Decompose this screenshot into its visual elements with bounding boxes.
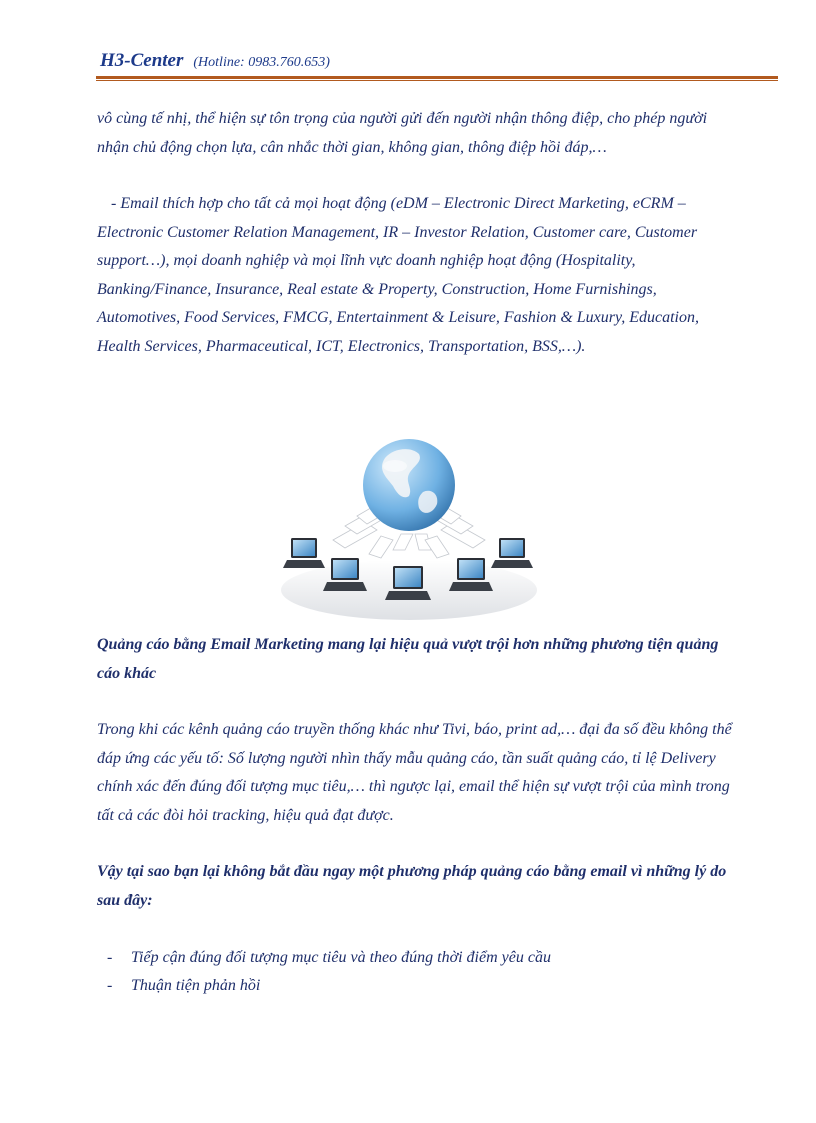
- email-globe-illustration: [273, 430, 545, 626]
- list-item-text: Tiếp cận đúng đối tượng mục tiêu và theo đúng thời điểm yêu cầu: [131, 949, 551, 966]
- paragraph-intro: vô cùng tế nhị, thể hiện sự tôn trọng của người gửi đến người nhận thông điệp, cho phép người nhận chủ động chọn lựa, cân nhắc thời gian, không gian, thông điệp hồi đáp,…: [97, 110, 708, 156]
- brand-name: H3-Center: [100, 50, 184, 71]
- list-item: [107, 972, 260, 1000]
- paragraph-traditional-channels: Trong khi các kênh quảng cáo truyền thống khác như Tivi, báo, print ad,… đại đa số đều không thể đáp ứng các yếu tố: Số lượng người nhìn thấy mẫu quảng cáo, tần suất quảng cáo, tỉ lệ Delivery chính xác đến đúng đối tượng mục tiêu,… thì ngược lại, email thể hiện sự vượt trội của mình trong tất cả các đòi hỏi tracking, hiệu quả đạt được.: [97, 721, 732, 824]
- header-rule-thin: [96, 80, 778, 81]
- heading-why-email: Vậy tại sao bạn lại không bắt đầu ngay một phương pháp quảng cáo bằng email vì những lý do sau đây:: [97, 863, 727, 909]
- hotline-text: (Hotline: 0983.760.653): [193, 55, 330, 70]
- list-dash: -: [107, 977, 113, 994]
- list-item: [107, 944, 551, 972]
- paragraph-email-uses: - Email thích hợp cho tất cả mọi hoạt động (eDM – Electronic Direct Marketing, eCRM – Electronic Customer Relation Management, IR – Investor Relation, Customer care, Customer support…), mọi doanh nghiệp và mọi lĩnh vực doanh nghiệp hoạt động (Hospitality, Banking/Finance, Insurance, Real estate & Property, Construction, Home Furnishings, Automotives, Food Services, FMCG, Entertainment & Leisure, Fashion & Luxury, Education, Health Services, Pharmaceutical, ICT, Electronics, Transportation, BSS,…).: [97, 195, 699, 355]
- list-item-text: Thuận tiện phản hồi: [131, 977, 261, 994]
- list-dash: -: [107, 949, 113, 966]
- header-rule: [96, 76, 778, 79]
- page-header: [100, 50, 330, 72]
- heading-email-effectiveness: Quảng cáo bằng Email Marketing mang lại hiệu quả vượt trội hơn những phương tiện quảng cáo khác: [97, 636, 719, 682]
